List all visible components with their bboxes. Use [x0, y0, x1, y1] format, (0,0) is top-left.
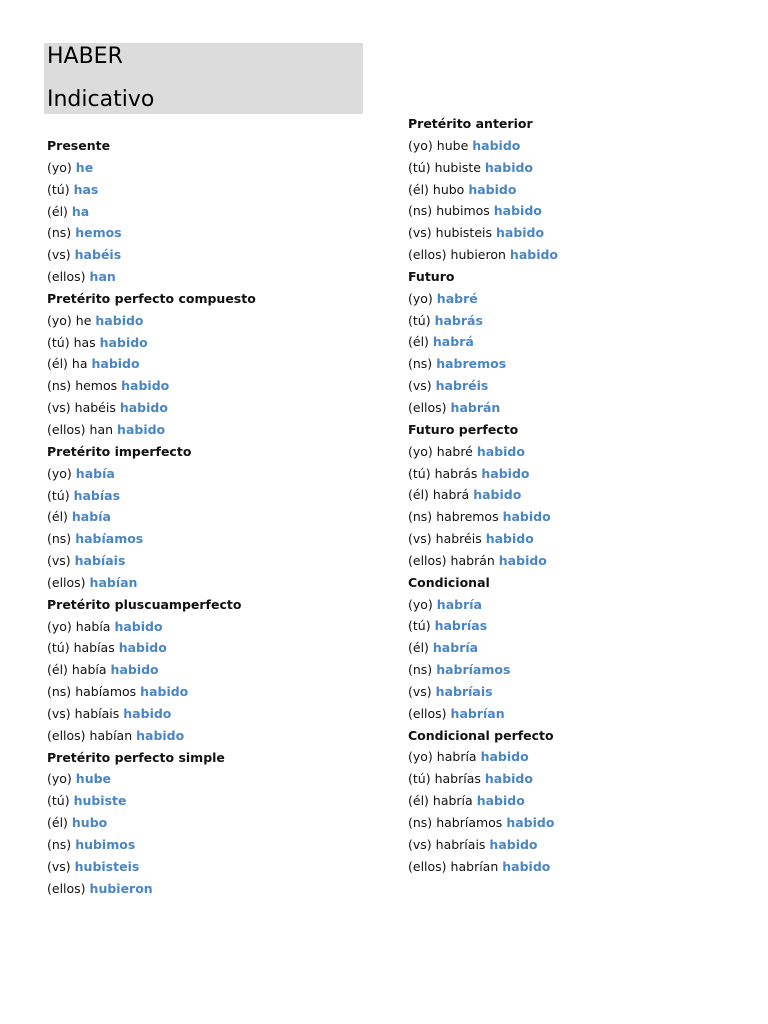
verb-form: habido — [117, 421, 166, 437]
pronoun: (ns) — [47, 684, 72, 700]
conjugation-row — [47, 244, 256, 266]
auxiliary-verb: hube — [436, 137, 469, 153]
auxiliary-verb: habremos — [436, 509, 499, 525]
pronoun: (ns) — [408, 203, 433, 219]
conjugation-row — [47, 725, 256, 747]
auxiliary-verb: hubiste — [434, 159, 481, 175]
verb-form: habido — [493, 203, 542, 219]
verb-form: hubimos — [75, 837, 136, 852]
auxiliary-verb: habrá — [432, 487, 470, 503]
conjugation-row — [47, 310, 256, 332]
conjugation-row — [408, 135, 558, 157]
verb-form: habido — [468, 181, 517, 197]
pronoun: (él) — [408, 793, 429, 809]
auxiliary-verb: habré — [436, 443, 473, 459]
verb-form: habido — [91, 356, 140, 372]
pronoun: (vs) — [408, 531, 432, 547]
pronoun: (ns) — [47, 378, 72, 394]
verb-form: habido — [506, 815, 555, 830]
conjugation-row — [408, 790, 558, 812]
pronoun: (tú) — [47, 793, 70, 809]
pronoun: (él) — [47, 815, 68, 831]
verb-form: habrás — [434, 312, 483, 328]
pronoun: (él) — [47, 662, 68, 678]
auxiliary-verb: habíamos — [75, 684, 137, 700]
verb-form: habíamos — [75, 531, 144, 547]
verb-form: habríais — [435, 683, 493, 699]
verb-form: ha — [71, 203, 90, 219]
tense-section-preterito-perfecto-compuesto — [47, 288, 256, 441]
conjugation-row — [408, 637, 558, 659]
conjugation-row — [47, 616, 256, 638]
pronoun: (yo) — [47, 465, 72, 481]
pronoun: (ellos) — [47, 727, 86, 743]
conjugation-row — [408, 703, 558, 725]
conjugation-row — [47, 463, 256, 485]
conjugation-row — [47, 528, 256, 550]
tense-heading: Pretérito perfecto simple — [47, 749, 225, 765]
auxiliary-verb: habrían — [450, 858, 499, 874]
auxiliary-verb: habíais — [74, 705, 120, 721]
verb-form: habido — [498, 552, 547, 568]
tense-section-condicional — [408, 572, 558, 725]
conjugation-row — [408, 375, 558, 397]
auxiliary-verb: habría — [432, 793, 473, 809]
auxiliary-verb: he — [75, 312, 92, 328]
pronoun: (yo) — [47, 771, 72, 787]
pronoun: (vs) — [47, 400, 71, 416]
tense-heading: Condicional perfecto — [408, 727, 554, 743]
conjugation-row — [408, 484, 558, 506]
auxiliary-verb: habían — [89, 727, 133, 743]
verb-form: habido — [473, 487, 522, 503]
verb-form: habremos — [436, 356, 507, 372]
auxiliary-verb: has — [73, 334, 96, 350]
pronoun: (ellos) — [47, 574, 86, 590]
auxiliary-verb: hubieron — [450, 247, 506, 263]
conjugation-row — [47, 179, 256, 201]
tense-section-preterito-anterior — [408, 113, 558, 266]
tense-heading: Pretérito anterior — [408, 116, 533, 131]
conjugation-row — [47, 572, 256, 594]
pronoun: (él) — [408, 640, 429, 656]
pronoun: (vs) — [47, 553, 71, 569]
verb-form: has — [73, 181, 99, 197]
pronoun: (él) — [47, 509, 68, 525]
mood-title: Indicativo — [47, 87, 155, 112]
pronoun: (ns) — [47, 837, 72, 852]
pronoun: (ellos) — [408, 247, 447, 263]
conjugation-row — [47, 856, 256, 878]
verb-form: habido — [495, 225, 545, 241]
pronoun: (ellos) — [47, 421, 86, 437]
conjugation-row — [47, 659, 256, 681]
verb-form: habrá — [432, 334, 474, 350]
pronoun: (yo) — [408, 749, 433, 765]
pronoun: (vs) — [47, 705, 71, 721]
auxiliary-verb: ha — [71, 356, 88, 372]
verb-form: habido — [140, 684, 189, 700]
tense-heading: Condicional — [408, 574, 490, 590]
conjugation-row — [408, 812, 558, 834]
auxiliary-verb: hubisteis — [435, 225, 492, 241]
tense-heading: Pretérito perfecto compuesto — [47, 290, 256, 306]
verb-form: habido — [114, 618, 163, 634]
verb-form: hubiste — [73, 793, 127, 809]
pronoun: (yo) — [408, 596, 433, 612]
verb-form: habido — [99, 334, 148, 350]
pronoun: (ellos) — [408, 858, 447, 874]
conjugation-row — [408, 310, 558, 332]
verb-form: habido — [136, 727, 185, 743]
conjugation-row — [47, 332, 256, 354]
tense-section-futuro-perfecto — [408, 419, 558, 572]
conjugation-row — [47, 157, 256, 179]
verb-form: hubieron — [89, 880, 153, 896]
pronoun: (ns) — [47, 225, 72, 241]
conjugation-row — [47, 353, 256, 375]
pronoun: (vs) — [47, 858, 71, 874]
pronoun: (ns) — [47, 531, 72, 547]
pronoun: (tú) — [408, 465, 431, 481]
auxiliary-verb: hubo — [432, 181, 465, 197]
verb-form: he — [75, 159, 94, 175]
verb-form: habido — [472, 137, 521, 153]
tense-heading: Futuro — [408, 268, 455, 284]
verb-form: habido — [489, 836, 538, 852]
conjugation-row — [408, 506, 558, 528]
pronoun: (tú) — [47, 181, 70, 197]
conjugation-row — [408, 615, 558, 637]
conjugation-row — [47, 201, 256, 223]
verb-form: habido — [481, 465, 530, 481]
verb-form: habido — [121, 378, 170, 394]
auxiliary-verb: habías — [73, 640, 115, 656]
auxiliary-verb: habréis — [435, 531, 482, 547]
pronoun: (ellos) — [408, 399, 447, 415]
pronoun: (ns) — [408, 662, 433, 678]
auxiliary-verb: habrás — [434, 465, 478, 481]
auxiliary-verb: habrías — [434, 771, 481, 787]
conjugation-row — [408, 768, 558, 790]
verb-form: habido — [484, 771, 533, 787]
pronoun: (él) — [408, 487, 429, 503]
conjugation-row — [408, 353, 558, 375]
pronoun: (ellos) — [47, 880, 86, 896]
verb-form: habría — [436, 596, 482, 612]
conjugation-row — [408, 834, 558, 856]
pronoun: (yo) — [408, 137, 433, 153]
pronoun: (tú) — [47, 487, 70, 503]
auxiliary-verb: habrán — [450, 552, 495, 568]
conjugation-row — [47, 812, 256, 834]
verb-form: han — [89, 269, 116, 285]
conjugation-row — [408, 288, 558, 310]
pronoun: (él) — [408, 181, 429, 197]
tense-heading: Pretérito pluscuamperfecto — [47, 596, 242, 612]
conjugation-row — [47, 637, 256, 659]
auxiliary-verb: había — [71, 662, 107, 678]
verb-form: habido — [509, 247, 559, 263]
auxiliary-verb: había — [75, 618, 111, 634]
conjugation-row — [408, 331, 558, 353]
verb-form: hubisteis — [74, 858, 140, 874]
verb-title: HABER — [47, 44, 123, 69]
verb-form: habías — [73, 487, 121, 503]
verb-form: habían — [89, 574, 138, 590]
auxiliary-verb: hubimos — [436, 203, 490, 219]
pronoun: (tú) — [408, 618, 431, 634]
conjugation-row — [408, 441, 558, 463]
conjugation-row — [47, 506, 256, 528]
verb-form: habido — [502, 858, 551, 874]
verb-form: habido — [118, 640, 167, 656]
conjugation-row — [47, 266, 256, 288]
conjugation-row — [408, 179, 558, 201]
verb-form: habíais — [74, 553, 126, 569]
pronoun: (yo) — [47, 312, 72, 328]
tense-section-futuro — [408, 266, 558, 419]
verb-form: habido — [476, 793, 525, 809]
pronoun: (ellos) — [47, 269, 86, 285]
conjugation-row — [408, 463, 558, 485]
verb-form: habido — [110, 662, 159, 678]
pronoun: (él) — [47, 203, 68, 219]
right-conjugation-column — [408, 113, 558, 878]
auxiliary-verb: habríais — [435, 836, 486, 852]
verb-form: habréis — [435, 378, 489, 394]
conjugation-row — [47, 485, 256, 507]
pronoun: (ns) — [408, 356, 433, 372]
pronoun: (él) — [408, 334, 429, 350]
pronoun: (ellos) — [408, 552, 447, 568]
pronoun: (yo) — [47, 159, 72, 175]
verb-form: habido — [123, 705, 172, 721]
tense-heading: Pretérito imperfecto — [47, 443, 192, 459]
tense-section-preterito-pluscuamperfecto — [47, 594, 256, 747]
verb-form: habido — [502, 509, 551, 525]
verb-form: habéis — [74, 247, 122, 263]
verb-form: hube — [75, 771, 112, 787]
pronoun: (yo) — [47, 618, 72, 634]
tense-heading: Presente — [47, 138, 111, 153]
pronoun: (vs) — [408, 378, 432, 394]
tense-section-preterito-imperfecto — [47, 441, 256, 594]
conjugation-row — [408, 594, 558, 616]
verb-form: habríamos — [436, 662, 511, 678]
auxiliary-verb: habéis — [74, 400, 116, 416]
verb-form: habré — [436, 290, 478, 306]
tense-section-presente — [47, 135, 256, 288]
conjugation-row — [47, 681, 256, 703]
auxiliary-verb: habríamos — [436, 815, 503, 830]
conjugation-row — [408, 681, 558, 703]
tense-section-condicional-perfecto — [408, 725, 558, 878]
conjugation-row — [408, 200, 558, 222]
conjugation-row — [408, 244, 558, 266]
conjugation-row — [47, 397, 256, 419]
verb-form: habido — [476, 443, 525, 459]
pronoun: (tú) — [408, 312, 431, 328]
pronoun: (ns) — [408, 815, 433, 830]
pronoun: (vs) — [47, 247, 71, 263]
verb-form: habido — [95, 312, 144, 328]
pronoun: (tú) — [47, 334, 70, 350]
verb-form: habrían — [450, 705, 505, 721]
pronoun: (yo) — [408, 290, 433, 306]
pronoun: (vs) — [408, 836, 432, 852]
verb-form: habido — [480, 749, 529, 765]
conjugation-row — [47, 375, 256, 397]
conjugation-row — [47, 703, 256, 725]
conjugation-row — [47, 878, 256, 900]
conjugation-row — [47, 222, 256, 244]
conjugation-row — [408, 222, 558, 244]
conjugation-row — [47, 790, 256, 812]
verb-form: habido — [484, 159, 534, 175]
tense-heading: Futuro perfecto — [408, 421, 519, 437]
conjugation-row — [47, 834, 256, 856]
verb-form: habido — [485, 531, 534, 547]
conjugation-row — [408, 746, 558, 768]
verb-form: hemos — [75, 225, 122, 241]
left-conjugation-column — [47, 135, 256, 900]
pronoun: (ellos) — [408, 705, 447, 721]
conjugation-row — [408, 397, 558, 419]
conjugation-row — [47, 768, 256, 790]
conjugation-row — [47, 419, 256, 441]
pronoun: (yo) — [408, 443, 433, 459]
conjugation-row — [408, 157, 558, 179]
auxiliary-verb: habría — [436, 749, 477, 765]
pronoun: (vs) — [408, 683, 432, 699]
verb-form: habrán — [450, 399, 501, 415]
verb-form: hubo — [71, 815, 108, 831]
verb-form: habría — [432, 640, 479, 656]
verb-form: habrías — [434, 618, 488, 634]
verb-form: habido — [119, 400, 168, 416]
conjugation-row — [408, 659, 558, 681]
verb-form: había — [75, 465, 115, 481]
conjugation-row — [408, 550, 558, 572]
verb-form: había — [71, 509, 111, 525]
title-block — [44, 43, 363, 114]
conjugation-row — [408, 856, 558, 878]
pronoun: (tú) — [408, 771, 431, 787]
pronoun: (él) — [47, 356, 68, 372]
pronoun: (vs) — [408, 225, 432, 241]
auxiliary-verb: hemos — [75, 378, 118, 394]
conjugation-row — [408, 528, 558, 550]
auxiliary-verb: han — [89, 421, 114, 437]
tense-section-preterito-perfecto-simple — [47, 747, 256, 900]
pronoun: (tú) — [408, 159, 431, 175]
conjugation-row — [47, 550, 256, 572]
pronoun: (tú) — [47, 640, 70, 656]
pronoun: (ns) — [408, 509, 433, 525]
